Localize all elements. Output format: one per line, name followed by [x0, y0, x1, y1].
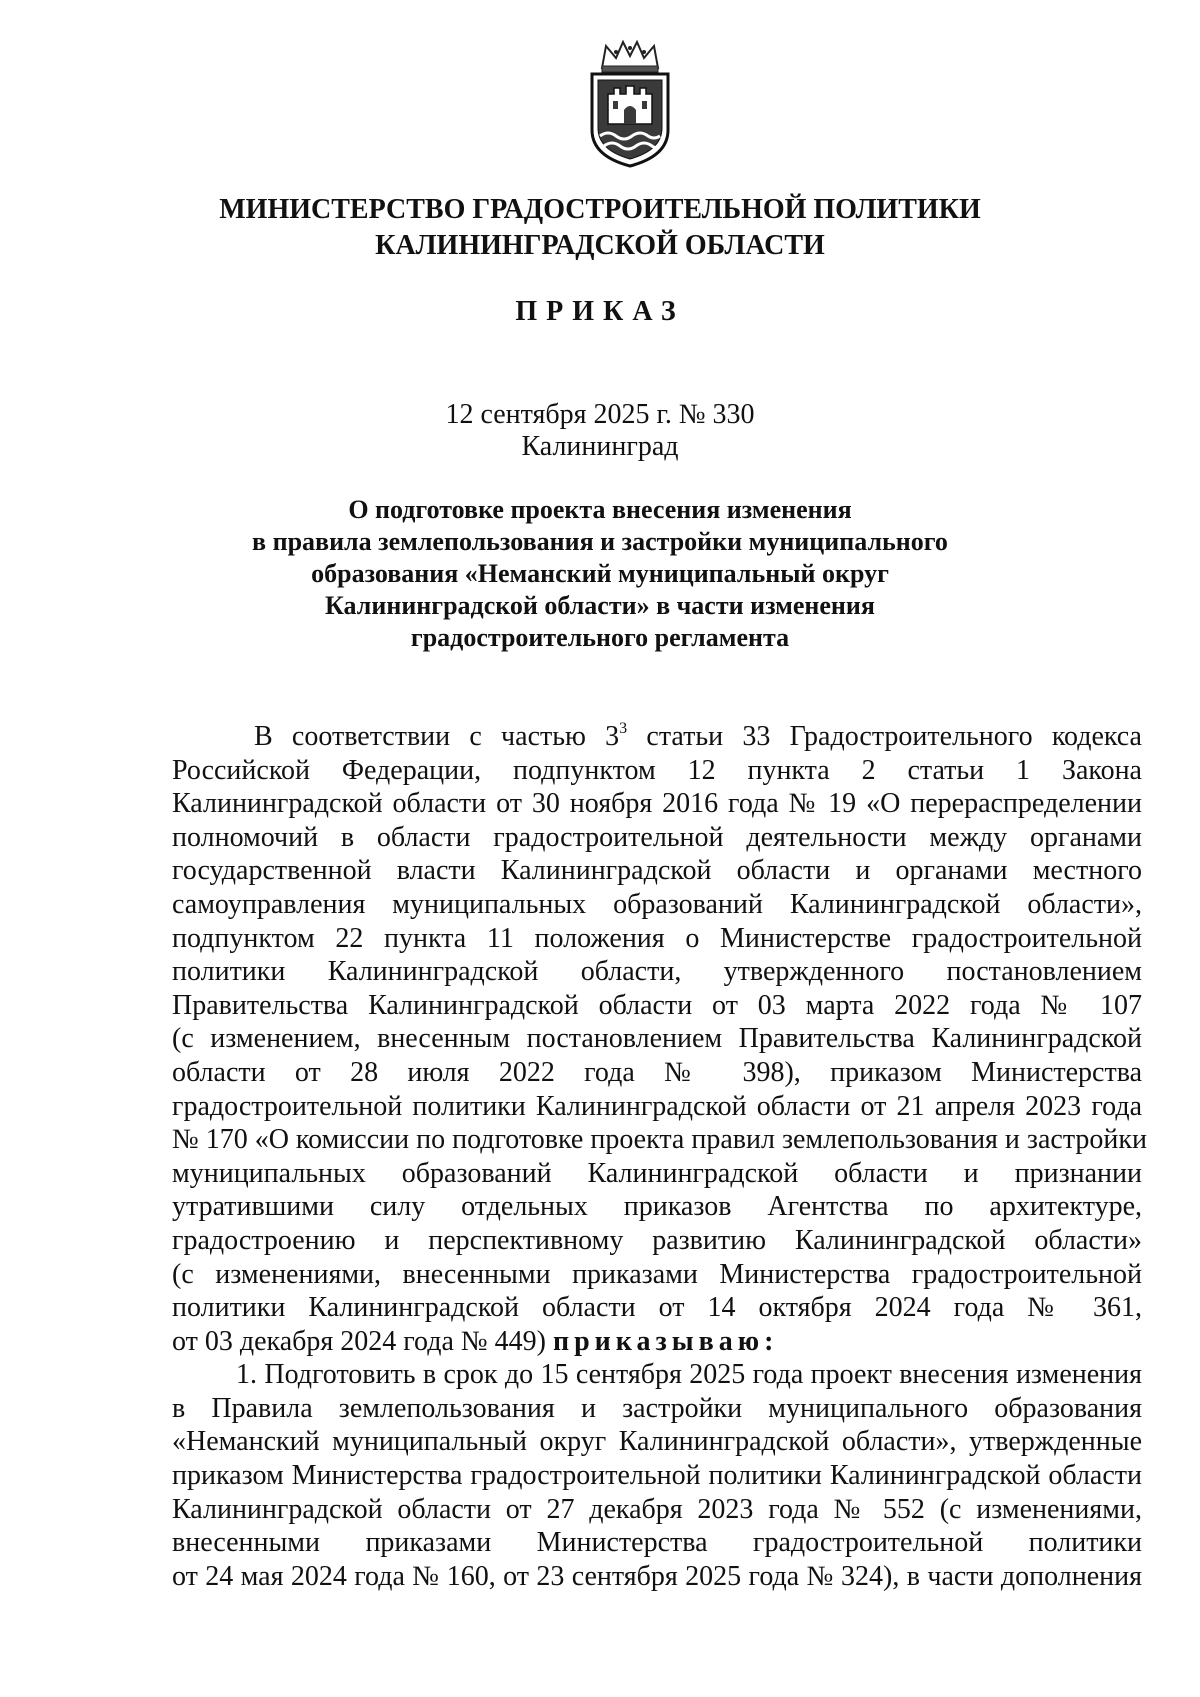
preamble-text: В соответствии с частью 3: [254, 721, 620, 752]
subject-line: градостроительного регламента: [410, 623, 790, 652]
preamble-line: политики Калининградской области, утвержденного постановлением: [172, 956, 1142, 988]
preamble-line: Российской Федерации, подпунктом 12 пункта 2 статьи 1 Закона: [172, 754, 1142, 786]
ministry-name: [0, 192, 1200, 264]
preamble-line: области от 28 июля 2022 года № 398), приказом Министерства: [172, 1056, 1142, 1088]
preamble-text: статьи 33 Градостроительного кодекса: [627, 721, 1142, 752]
preamble-line: политики Калининградской области от 14 октября 2024 года № 361,: [172, 1292, 1142, 1324]
preamble-line: (с изменением, внесенным постановлением Правительства Калининградской: [172, 1023, 1142, 1055]
clause1-line: «Неманский муниципальный округ Калининградской области», утвержденные: [172, 1426, 1142, 1458]
order-date-number: 12 сентября 2025 г. № 330: [445, 399, 755, 430]
clause1-line: от 24 мая 2024 года № 160, от 23 сентября 2025 года № 324), в части дополнения: [172, 1560, 1142, 1592]
preamble-line: муниципальных образований Калининградской области и признании: [172, 1157, 1142, 1189]
preamble-line: градостроению и перспективному развитию Калининградской области»: [172, 1224, 1142, 1256]
preamble-line: [172, 720, 1142, 754]
clause1-line: в Правила землепользования и застройки муниципального образования: [172, 1392, 1142, 1424]
clause1-line: Калининградской области от 27 декабря 2023 года № 552 (с изменениями,: [172, 1493, 1142, 1525]
subject-line: образования «Неманский муниципальный округ: [311, 559, 889, 588]
preamble-line: [172, 1325, 1142, 1359]
preamble-line: государственной власти Калининградской области и органами местного: [172, 855, 1142, 887]
ministry-name-line2: КАЛИНИНГРАДСКОЙ ОБЛАСТИ: [375, 230, 825, 261]
preamble-line: № 170 «О комиссии по подготовке проекта правил землепользования и застройки: [172, 1124, 1147, 1156]
clause1-line: приказом Министерства градостроительной политики Калининградской области: [172, 1460, 1142, 1492]
order-subject: [0, 494, 1200, 654]
preamble-line: подпунктом 22 пункта 11 положения о Министерстве градостроительной: [172, 922, 1142, 954]
subject-line: Калининградской области» в части изменения: [325, 591, 875, 620]
preamble-line: градостроительной политики Калининградской области от 21 апреля 2023 года: [172, 1090, 1142, 1122]
preamble-line: (с изменениями, внесенными приказами Министерства градостроительной: [172, 1258, 1142, 1290]
decree-word: приказываю:: [552, 1325, 779, 1357]
subject-line: О подготовке проекта внесения изменения: [348, 495, 852, 524]
preamble-line: утратившими силу отдельных приказов Агентства по архитектуре,: [172, 1191, 1142, 1223]
preamble-line: полномочий в области градостроительной деятельности между органами: [172, 821, 1142, 853]
preamble-line: самоуправления муниципальных образований Калининградской области»,: [172, 888, 1142, 920]
ministry-name-line1: МИНИСТЕРСТВО ГРАДОСТРОИТЕЛЬНОЙ ПОЛИТИКИ: [219, 194, 981, 225]
clause1-line: 1. Подготовить в срок до 15 сентября 2025 года проект внесения изменения: [236, 1359, 1142, 1391]
order-body: [172, 720, 1147, 1593]
order-title: ПРИКАЗ: [515, 296, 685, 327]
order-city: Калининград: [521, 431, 679, 462]
preamble-text: от 03 декабря 2024 года № 449): [172, 1325, 553, 1357]
coat-of-arms-emblem: [580, 38, 680, 170]
preamble-line: Калининградской области от 30 ноября 2016 года № 19 «О перераспределении: [172, 788, 1142, 820]
superscript: 3: [619, 720, 628, 737]
subject-line: в правила землепользования и застройки муниципального: [252, 527, 948, 556]
preamble-line: Правительства Калининградской области от 03 марта 2022 года № 107: [172, 989, 1142, 1021]
clause1-line: внесенными приказами Министерства градостроительной политики: [172, 1527, 1142, 1559]
